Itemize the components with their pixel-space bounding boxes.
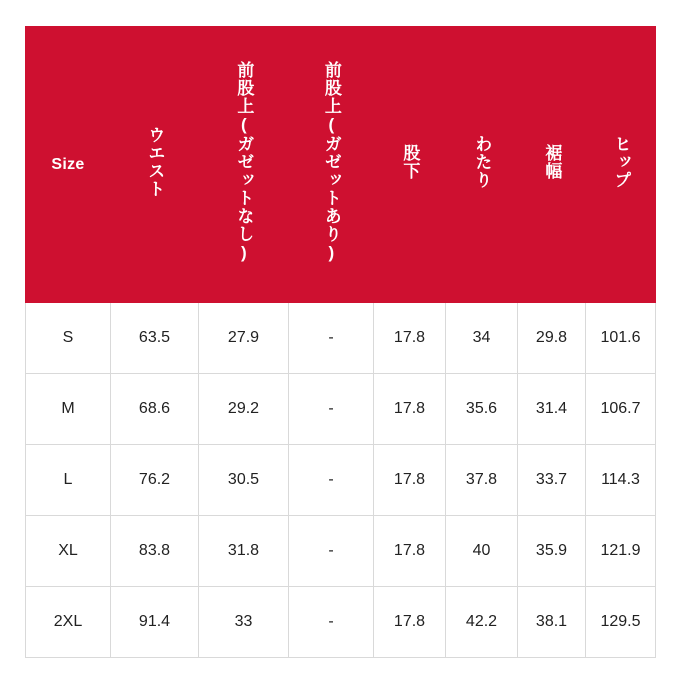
cell-hip: 121.9 (586, 516, 656, 587)
column-header-label: 裾幅 (542, 143, 562, 180)
column-header-thigh (446, 27, 518, 303)
size-table (25, 26, 656, 658)
cell-inseam: 17.8 (374, 587, 446, 658)
table-row (26, 587, 656, 658)
cell-front-rise-with-gusset: - (289, 374, 374, 445)
cell-hem-width: 31.4 (518, 374, 586, 445)
cell-waist: 68.6 (111, 374, 199, 445)
cell-front-rise-with-gusset: - (289, 516, 374, 587)
cell-waist: 91.4 (111, 587, 199, 658)
column-header-label: 前股上(ガゼットなし) (234, 60, 254, 263)
column-header-label: ウエスト (145, 125, 165, 198)
cell-size: XL (26, 516, 111, 587)
cell-hip: 129.5 (586, 587, 656, 658)
column-header-label: ヒップ (611, 134, 631, 189)
table-header-row (26, 27, 656, 303)
cell-thigh: 35.6 (446, 374, 518, 445)
table-body (26, 303, 656, 658)
cell-hem-width: 33.7 (518, 445, 586, 516)
cell-inseam: 17.8 (374, 445, 446, 516)
column-header-label: 前股上(ガゼットあり) (321, 60, 341, 263)
cell-hip: 106.7 (586, 374, 656, 445)
size-table-container (25, 26, 655, 658)
cell-thigh: 42.2 (446, 587, 518, 658)
table-row (26, 303, 656, 374)
cell-front-rise-no-gusset: 29.2 (199, 374, 289, 445)
cell-front-rise-no-gusset: 33 (199, 587, 289, 658)
cell-size: 2XL (26, 587, 111, 658)
column-header-hip (586, 27, 656, 303)
cell-inseam: 17.8 (374, 303, 446, 374)
cell-hem-width: 38.1 (518, 587, 586, 658)
cell-waist: 63.5 (111, 303, 199, 374)
column-header-front-rise-no-gusset (199, 27, 289, 303)
cell-hem-width: 29.8 (518, 303, 586, 374)
cell-hem-width: 35.9 (518, 516, 586, 587)
cell-front-rise-with-gusset: - (289, 445, 374, 516)
column-header-front-rise-with-gusset (289, 27, 374, 303)
column-header-waist (111, 27, 199, 303)
cell-hip: 101.6 (586, 303, 656, 374)
cell-size: L (26, 445, 111, 516)
cell-front-rise-with-gusset: - (289, 587, 374, 658)
cell-thigh: 34 (446, 303, 518, 374)
cell-inseam: 17.8 (374, 516, 446, 587)
cell-waist: 76.2 (111, 445, 199, 516)
table-row (26, 374, 656, 445)
column-header-label: わたり (472, 134, 492, 189)
cell-front-rise-no-gusset: 30.5 (199, 445, 289, 516)
cell-waist: 83.8 (111, 516, 199, 587)
cell-hip: 114.3 (586, 445, 656, 516)
cell-thigh: 40 (446, 516, 518, 587)
cell-front-rise-no-gusset: 27.9 (199, 303, 289, 374)
cell-front-rise-no-gusset: 31.8 (199, 516, 289, 587)
cell-thigh: 37.8 (446, 445, 518, 516)
column-header-label: Size (51, 156, 85, 174)
table-header (26, 27, 656, 303)
column-header-label: 股下 (400, 143, 420, 180)
cell-inseam: 17.8 (374, 374, 446, 445)
table-row (26, 445, 656, 516)
cell-front-rise-with-gusset: - (289, 303, 374, 374)
cell-size: M (26, 374, 111, 445)
table-row (26, 516, 656, 587)
column-header-inseam (374, 27, 446, 303)
column-header-size (26, 27, 111, 303)
cell-size: S (26, 303, 111, 374)
column-header-hem-width (518, 27, 586, 303)
